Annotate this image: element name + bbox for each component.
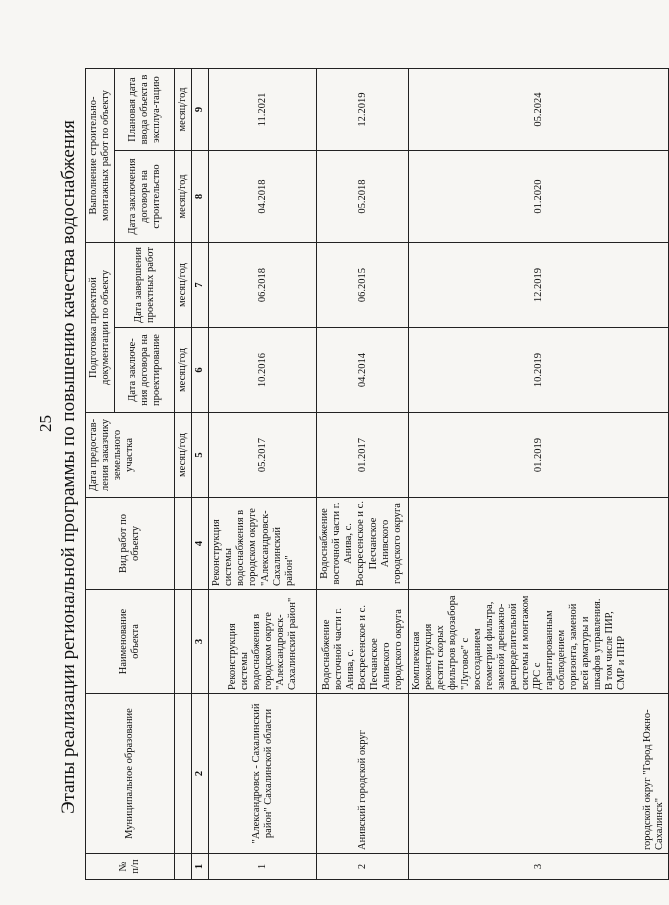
header-design-group: Подготовка проектной документации по объекту — [86, 243, 115, 413]
header-design-end: Дата завершения проектных работ — [115, 243, 175, 328]
row-num: 3 — [409, 854, 669, 880]
row-municipality: Анивский городской округ — [317, 694, 409, 854]
row-land-date: 01.2017 — [317, 413, 409, 498]
page-number: 25 — [36, 415, 55, 432]
program-stages-table — [85, 68, 669, 880]
column-number: 7 — [192, 243, 209, 328]
row-build-contract: 05.2018 — [317, 151, 409, 243]
row-object: Водоснабжение восточной части г. Анива, с. Воскресенское и с. Песчанское Анивского городского округа — [317, 590, 409, 694]
row-num: 1 — [209, 854, 317, 880]
row-design-contract: 04.2014 — [317, 328, 409, 413]
table-row — [409, 69, 669, 880]
header-construction-group: Выполнение строительно-монтажных работ по объекту — [86, 69, 115, 243]
row-commission: 05.2024 — [409, 69, 669, 151]
header-build-contract: Дата заключения договора на строительство — [115, 151, 175, 243]
row-commission: 11.2021 — [209, 69, 317, 151]
table-row — [317, 69, 409, 880]
row-work: Водоснабжение восточной части г. Анива, с. Воскресенское и с. Песчанское Анивского городского округа — [317, 498, 409, 590]
column-number: 8 — [192, 151, 209, 243]
header-design-contract: Дата заключе-ния договора на проектирование — [115, 328, 175, 413]
header-work: Вид работ по объекту — [86, 498, 175, 590]
row-object: Комплексная реконструкция десяти скорых фильтров водозабора "Луговое" с воссозданием геометрии фильтра, заменой дренажно-распределительной системы и монтажом ДРС с гарантированным соблюдением горизонта, заменой всей арматуры и шкафов управления. В том числе ПИР, СМР и ПНР — [409, 590, 669, 694]
row-design-end: 12.2019 — [409, 243, 669, 328]
column-number: 4 — [192, 498, 209, 590]
column-number: 2 — [192, 694, 209, 854]
row-build-contract: 04.2018 — [209, 151, 317, 243]
column-number: 9 — [192, 69, 209, 151]
unit-cell: месяц/год — [175, 151, 192, 243]
column-number: 1 — [192, 854, 209, 880]
unit-cell — [175, 694, 192, 854]
unit-cell — [175, 590, 192, 694]
row-num: 2 — [317, 854, 409, 880]
header-object: Наименование объекта — [86, 590, 175, 694]
unit-cell — [175, 854, 192, 880]
unit-cell: месяц/год — [175, 328, 192, 413]
header-commission: Плановая дата ввода объекта в эксплуа-тацию — [115, 69, 175, 151]
row-design-contract: 10.2016 — [209, 328, 317, 413]
row-build-contract: 01.2020 — [409, 151, 669, 243]
row-municipality: городской округ "Город Южно-Сахалинск" — [409, 694, 669, 854]
row-commission: 12.2019 — [317, 69, 409, 151]
header-num: № п/п — [86, 854, 175, 880]
unit-cell — [175, 498, 192, 590]
unit-cell: месяц/год — [175, 413, 192, 498]
column-number: 5 — [192, 413, 209, 498]
document-page — [55, 42, 666, 892]
table-row — [209, 69, 317, 880]
row-design-contract: 10.2019 — [409, 328, 669, 413]
document-title: Этапы реализации региональной программы по повышению качества водоснабжения — [58, 120, 79, 814]
row-design-end: 06.2015 — [317, 243, 409, 328]
row-design-end: 06.2018 — [209, 243, 317, 328]
unit-cell: месяц/год — [175, 69, 192, 151]
column-number: 6 — [192, 328, 209, 413]
row-work — [409, 498, 669, 590]
row-land-date: 05.2017 — [209, 413, 317, 498]
unit-cell: месяц/год — [175, 243, 192, 328]
row-object: Реконструкция системы водоснабжения в городском округе "Александровск-Сахалинский район" — [209, 590, 317, 694]
header-municipality: Муниципальное образование — [86, 694, 175, 854]
header-land-date: Дата предостав-ления заказчику земельного участка — [86, 413, 175, 498]
row-work: Реконструкция системы водоснабжения в городском округе "Александровск-Сахалинский район" — [209, 498, 317, 590]
row-land-date: 01.2019 — [409, 413, 669, 498]
column-number: 3 — [192, 590, 209, 694]
row-municipality: "Александровск - Сахалинский район" Сахалинской области — [209, 694, 317, 854]
